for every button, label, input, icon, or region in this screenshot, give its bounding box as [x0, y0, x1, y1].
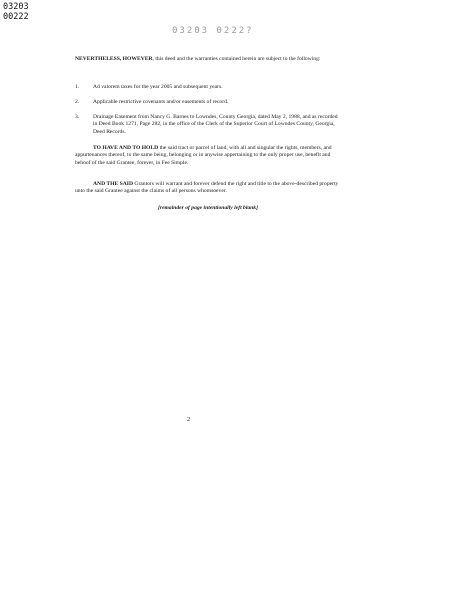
- remainder-blank-note: [remainder of page intentionally left blank]: [158, 205, 258, 211]
- exception-item-number: 1.: [75, 84, 80, 90]
- habendum-text: the said tract or parcel of land, with all and singular the rights, members, and appurtenances thereof, to the same being, belonging or in anywise appertaining to the only proper use, benefit and behoof of the said Grantee, forever, in Fee Simple.: [75, 145, 332, 166]
- warranty-text: Grantors will warrant and forever defend the right and title to the above-described property unto the said Grantee against the claims of all persons whomsoever.: [75, 181, 339, 195]
- page-number: 2: [187, 416, 191, 423]
- exceptions-lead: NEVERTHELESS, HOWEVER: [75, 56, 153, 62]
- book-page-reference: 03203 0222?: [172, 26, 254, 36]
- habendum-paragraph: [75, 145, 341, 167]
- recording-stamp: [3, 2, 29, 22]
- stamp-page-number: 00222: [3, 12, 29, 22]
- habendum-lead: TO HAVE AND TO HOLD: [93, 145, 159, 151]
- warranty-lead: AND THE SAID: [93, 181, 133, 187]
- exceptions-intro-paragraph: [75, 56, 341, 63]
- warranty-paragraph: [75, 181, 341, 196]
- stamp-book-number: 03203: [3, 2, 29, 12]
- exception-item-number: 3.: [75, 114, 80, 120]
- exception-item-text: Drainage Easement from Nancy G. Barnes to Lowndes, County Georgia, dated May 2, 1988, and as recorded in Deed Book 1271, Page 282, in the office of the Clerk of the Superior Court of Lowndes County, Georgia, Deed Records.: [93, 114, 338, 135]
- exception-item-text: Ad valorem taxes for the year 2005 and subsequent years.: [93, 84, 223, 90]
- exceptions-intro-text: , this deed and the warranties contained herein are subject to the following:: [152, 56, 321, 62]
- exception-item-text: Applicable restrictive covenants and/or easements of record.: [93, 99, 229, 105]
- exception-item-number: 2.: [75, 99, 80, 105]
